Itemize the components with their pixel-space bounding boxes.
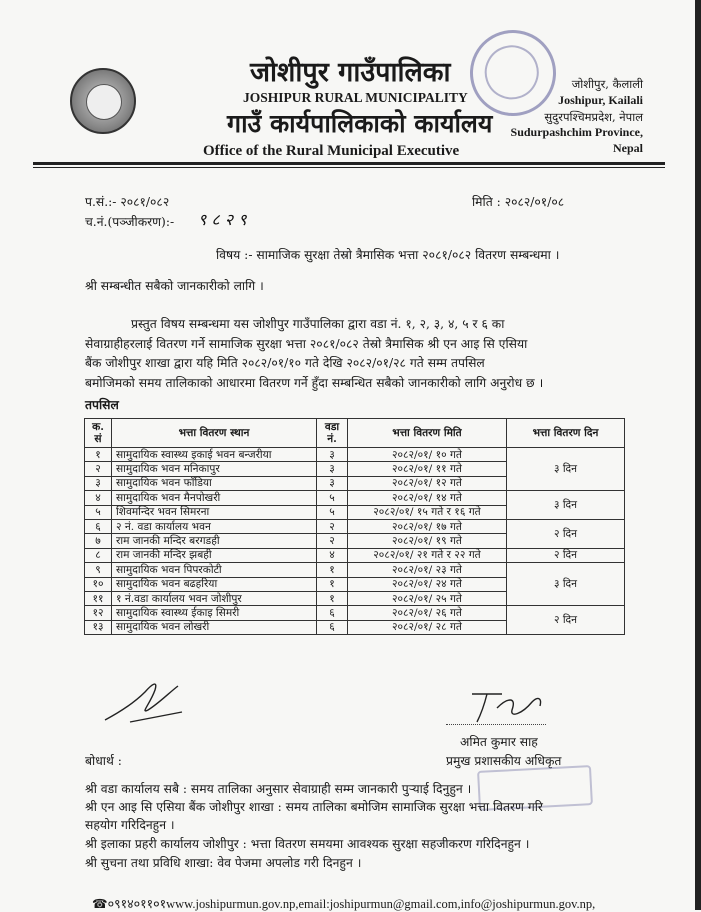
cell-ward: १	[317, 591, 348, 605]
header-days: भत्ता वितरण दिन	[507, 419, 625, 448]
cell-location: शिवमन्दिर भवन सिमरना	[112, 505, 317, 519]
dispatch-label: च.नं.(पञ्जीकरण):-	[85, 215, 175, 229]
header-divider	[33, 162, 665, 165]
table-header-row	[85, 419, 625, 448]
table-row	[85, 563, 625, 577]
municipality-name-en: JOSHIPUR RURAL MUNICIPALITY	[243, 90, 468, 105]
cell-date: २०८२/०१/ १४ गते	[348, 491, 507, 505]
cell-ward: २	[317, 534, 348, 548]
left-signature	[100, 672, 190, 732]
cell-days: २ दिन	[507, 548, 625, 562]
cell-date: २०८२/०१/ १९ गते	[348, 534, 507, 548]
cell-location: सामुदायिक स्वास्थ्य इकाई भवन बन्जरीया	[112, 448, 317, 462]
cell-date: २०८२/०१/ १५ गते र १६ गते	[348, 505, 507, 519]
cell-days: ३ दिन	[507, 448, 625, 491]
office-name-en: Office of the Rural Municipal Executive	[203, 143, 460, 159]
cell-date: २०८२/०१/ २३ गते	[348, 563, 507, 577]
cell-date: २०८२/०१/ २१ गते र २२ गते	[348, 548, 507, 562]
page-edge	[695, 0, 701, 910]
body-line: बमोजिमको समय तालिकाको आधारमा वितरण गर्ने हुँदा सम्बन्धित सबैको जानकारीको लागि अनुरोध छ ।	[85, 375, 544, 390]
cell-serial: ४	[85, 491, 112, 505]
cell-date: २०८२/०१/ ११ गते	[348, 462, 507, 476]
cell-date: २०८२/०१/ २८ गते	[348, 620, 507, 634]
cell-location: राम जानकी मन्दिर बरगडही	[112, 534, 317, 548]
address-line: जोशीपुर, कैलाली	[571, 77, 643, 91]
cc-line: श्री सुचना तथा प्रविधि शाखा: वेव पेजमा अपलोड गरी दिनहुन ।	[85, 856, 362, 870]
body-line: सेवाग्राहीहरलाई वितरण गर्ने सामाजिक सुरक्षा भत्ता २०८१/०८२ तेस्रो त्रैमासिक श्री एन आइ सि एसिया	[85, 336, 528, 351]
cell-serial: ८	[85, 548, 112, 562]
cell-date: २०८२/०१/ १७ गते	[348, 519, 507, 533]
cell-serial: १२	[85, 606, 112, 620]
cell-location: सामुदायिक भवन लोखरी	[112, 620, 317, 634]
letter-date: मिति : २०८२/०१/०८	[472, 195, 565, 209]
body-line: बैंक जोशीपुर शाखा द्वारा यहि मिति २०८२/०१/१० गते देखि २०८२/०१/२८ गते सम्म तपसिल	[85, 356, 485, 370]
table-row	[85, 606, 625, 620]
cell-serial: १	[85, 448, 112, 462]
address-line: Sudurpashchim Province,	[510, 125, 643, 139]
cell-serial: ९	[85, 563, 112, 577]
cell-ward: २	[317, 519, 348, 533]
cell-date: २०८२/०१/ १२ गते	[348, 476, 507, 490]
body-paragraph	[85, 315, 625, 393]
header-location: भत्ता वितरण स्थान	[112, 419, 317, 448]
cell-ward: ३	[317, 476, 348, 490]
header-date: भत्ता वितरण मिति	[348, 419, 507, 448]
cell-serial: १३	[85, 620, 112, 634]
cc-label: बोधार्थ :	[85, 754, 122, 768]
cc-line: श्री वडा कार्यालय सबै : समय तालिका अनुसार सेवाग्राही सम्म जानकारी पुर्‍याई दिनुहुन ।	[85, 782, 472, 796]
cell-location: सामुदायिक भवन पिपरकोटी	[112, 563, 317, 577]
cell-location: सामुदायिक स्वास्थ्य ईकाइ सिमरी	[112, 606, 317, 620]
body-line: प्रस्तुत विषय सम्बन्धमा यस जोशीपुर गाउँपालिका द्वारा वडा नं. १, २, ३, ४, ५ र ६ का	[131, 317, 505, 331]
cell-serial: ५	[85, 505, 112, 519]
cell-location: राम जानकी मन्दिर झबही	[112, 548, 317, 562]
cell-ward: ३	[317, 462, 348, 476]
cc-line: श्री इलाका प्रहरी कार्यालय जोशीपुर : भत्ता वितरण समयमा आवश्यक सुरक्षा सहजीकरण गरिदिनहुन ।	[85, 837, 530, 851]
cell-location: २ नं. वडा कार्यालय भवन	[112, 519, 317, 533]
table-row	[85, 448, 625, 462]
cell-ward: ६	[317, 606, 348, 620]
cell-serial: ३	[85, 476, 112, 490]
cell-ward: ५	[317, 491, 348, 505]
address-line: सुदुरपश्चिमप्रदेश, नेपाल	[544, 110, 643, 124]
cell-ward: ६	[317, 620, 348, 634]
cell-days: ३ दिन	[507, 491, 625, 520]
signatory-title: प्रमुख प्रशासकीय अधिकृत	[446, 754, 562, 768]
municipality-name-ne: जोशीपुर गाउँपालिका	[250, 57, 451, 88]
cell-location: सामुदायिक भवन मैनपोखरी	[112, 491, 317, 505]
address-line: Joshipur, Kailali	[558, 93, 643, 107]
table-row	[85, 519, 625, 533]
reference-number: प.सं.:- २०८१/०८२	[85, 195, 170, 209]
cell-location: सामुदायिक भवन फाँडिया	[112, 476, 317, 490]
cell-ward: १	[317, 563, 348, 577]
cc-line: श्री एन आइ सि एसिया बैंक जोशीपुर शाखा : समय तालिका बमोजिम सामाजिक सुरक्षा भत्ता वितरण गरि	[85, 800, 543, 814]
cell-days: ३ दिन	[507, 563, 625, 606]
footer-contact: ☎०९१४०११०१www.joshipurmun.gov.np,email:joshipurmun@gmail.com,info@joshipurmun.gov.np,	[92, 897, 596, 911]
cell-date: २०८२/०१/ १० गते	[348, 448, 507, 462]
table-row	[85, 548, 625, 562]
cell-serial: २	[85, 462, 112, 476]
header-ward: वडा नं.	[317, 419, 348, 448]
cell-date: २०८२/०१/ २६ गते	[348, 606, 507, 620]
addressee: श्री सम्बन्धीत सबैको जानकारीको लागि ।	[85, 279, 264, 293]
cell-ward: ३	[317, 448, 348, 462]
distribution-schedule-table	[84, 418, 625, 635]
schedule-heading: तपसिल	[85, 397, 119, 412]
cell-location: १ नं.वडा कार्यालय भवन जोशीपुर	[112, 591, 317, 605]
cell-date: २०८२/०१/ २४ गते	[348, 577, 507, 591]
cc-line: सहयोग गरिदिनहुन ।	[85, 818, 175, 832]
header-serial: क. सं	[85, 419, 112, 448]
cell-location: सामुदायिक भवन मनिकापुर	[112, 462, 317, 476]
header-divider	[33, 167, 665, 168]
nepal-emblem-logo	[70, 68, 136, 134]
cell-serial: ६	[85, 519, 112, 533]
cell-ward: ४	[317, 548, 348, 562]
dispatch-number: ९ ८ २ ९	[198, 210, 247, 229]
signatory-name: अमित कुमार साह	[460, 735, 538, 749]
cell-ward: ५	[317, 505, 348, 519]
cell-serial: ७	[85, 534, 112, 548]
cell-location: सामुदायिक भवन बढहरिया	[112, 577, 317, 591]
cell-days: २ दिन	[507, 606, 625, 635]
address-line: Nepal	[613, 141, 643, 155]
table-row	[85, 491, 625, 505]
cell-date: २०८२/०१/ २५ गते	[348, 591, 507, 605]
cell-serial: १०	[85, 577, 112, 591]
subject-line: विषय :- सामाजिक सुरक्षा तेस्रो त्रैमासिक भत्ता २०८१/०८२ वितरण सम्बन्धमा ।	[216, 248, 560, 262]
signature-line	[446, 724, 546, 725]
cell-ward: १	[317, 577, 348, 591]
right-signature	[462, 688, 562, 728]
office-name-ne: गाउँ कार्यपालिकाको कार्यालय	[227, 109, 493, 138]
cell-serial: ११	[85, 591, 112, 605]
cell-days: २ दिन	[507, 519, 625, 548]
